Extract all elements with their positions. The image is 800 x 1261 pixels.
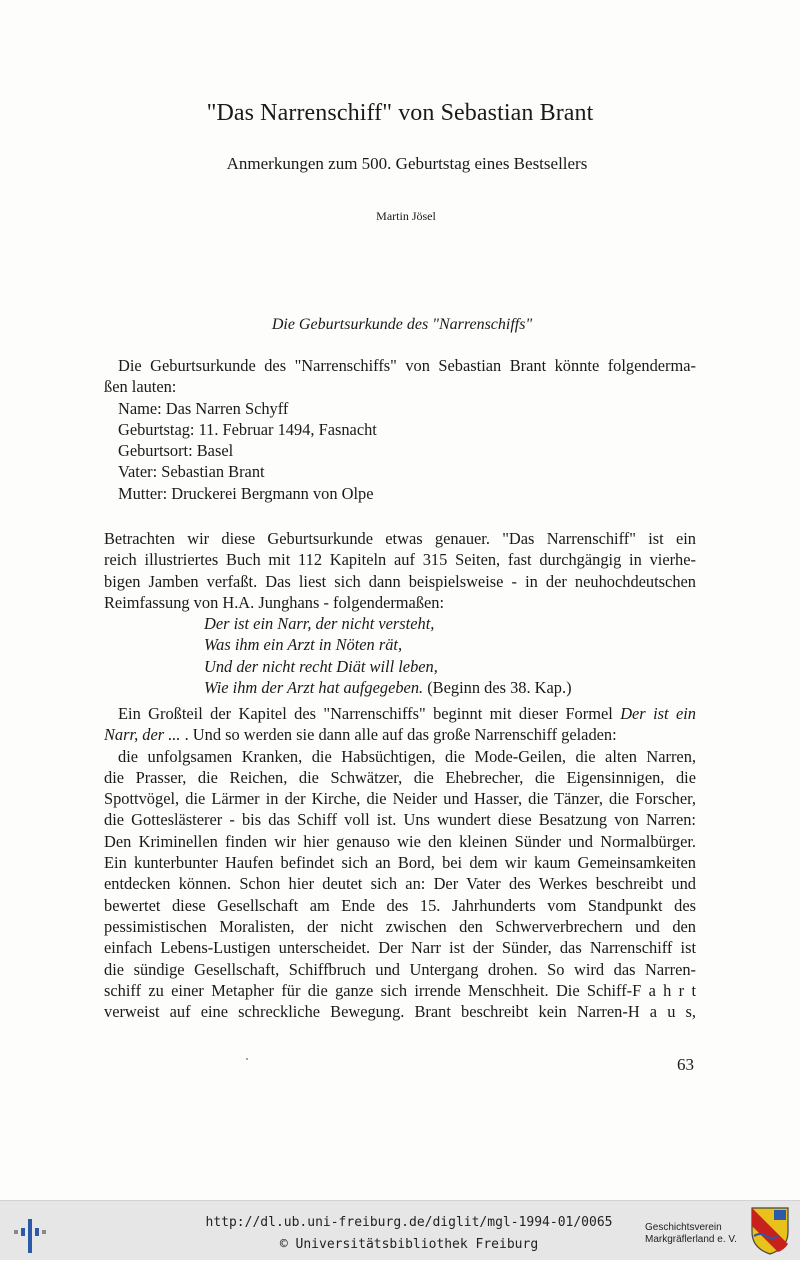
text-line: die Prasser, die Reichen, die Schwätzer, die Ehebrecher, die Eigensinnigen, die [104,767,696,787]
text-line: schiff zu einer Metapher für die ganze sich irrende Menschheit. Die Schiff-F a h r t [104,980,696,1000]
text-line: Ein kunterbunter Haufen befindet sich an Bord, bei dem wir kaum Gemeinsamkeiten [104,853,696,873]
record-line: Mutter: Druckerei Bergmann von Olpe [118,483,374,503]
record-line: Geburtstag: 11. Februar 1494, Fasnacht [118,419,377,439]
text-line: bigen Jamben verfaßt. Das liest sich dann beispielsweise - in der neuhochdeutschen [104,571,696,591]
society-line: Geschichtsverein [645,1222,722,1233]
verse-reference: (Beginn des 38. Kap.) [423,678,572,698]
text-line: pessimistischen Moralisten, der nicht zwischen den Schwerverbrechern und den [104,916,696,936]
verse-line: Was ihm ein Arzt in Nöten rät, [204,635,403,655]
copyright-notice: © Universitätsbibliothek Freiburg [279,1237,539,1252]
document-url-link[interactable]: http://dl.ub.uni-freiburg.de/diglit/mgl-1994-01/0065 [205,1215,613,1230]
page-subtitle: Anmerkungen zum 500. Geburtstag eines Bestsellers [226,154,588,173]
text-line: ßen lauten: [104,377,177,397]
verse-line: Und der nicht recht Diät will leben, [204,656,438,676]
record-line: Vater: Sebastian Brant [118,462,265,482]
society-line: Markgräflerland e. V. [645,1234,737,1245]
text-line: die Gotteslästerer - bis das Schiff voll ist. Uns wundert diese Besatzung von Narren: [104,810,696,830]
paragraph-2 [104,528,696,698]
author-name: Martin Jösel [376,209,436,223]
text-line [104,703,696,724]
text-segment: Ein Großteil der Kapitel des "Narrenschiffs" beginnt mit dieser Formel [118,704,621,723]
text-line: reich illustriertes Buch mit 112 Kapiteln auf 315 Seiten, fast durchgängig in vierhe- [104,550,696,570]
text-line [104,724,696,745]
text-segment: . Und so werden sie dann alle auf das große Narrenschiff geladen: [184,725,617,745]
text-line: verweist auf eine schreckliche Bewegung. Brant beschreibt kein Narren-H a u s, [104,1002,696,1022]
text-line: die unfolgsamen Kranken, die Habsüchtigen, die Mode-Geilen, die alten Narren, [118,746,696,766]
text-line: Spottvögel, die Lärmer in der Kirche, die Neider und Hasser, die Tänzer, die Forscher, [104,789,696,809]
italic-segment: Der ist ein [620,704,696,723]
record-line: Geburtsort: Basel [118,441,234,461]
verse-line: Der ist ein Narr, der nicht versteht, [204,614,435,634]
text-line: Betrachten wir diese Geburtsurkunde etwas genauer. "Das Narrenschiff" ist ein [104,529,696,548]
section-heading: Die Geburtsurkunde des "Narrenschiffs" [271,316,533,333]
viewer-footer [0,1200,800,1260]
verse-text: Wie ihm der Arzt hat aufgegeben. [204,678,424,698]
italic-segment: Narr, der ... [104,725,185,745]
page-title: "Das Narrenschiff" von Sebastian Brant [206,100,594,126]
text-line: Reimfassung von H.A. Junghans - folgendermaßen: [104,592,445,612]
paragraph-3 [104,703,696,1022]
coat-of-arms-icon [750,1206,790,1256]
text-line: Den Kriminellen finden wir hier genauso wie den kleinen Sünder und Normalbürger. [104,831,696,851]
record-line: Name: Das Narren Schyff [118,398,289,418]
text-line: Die Geburtsurkunde des "Narrenschiffs" von Sebastian Brant könnte folgenderma- [118,356,696,375]
text-line: einfach Lebens-Lustigen unterscheidet. Der Narr ist der Sünder, das Narrenschiff ist [104,938,696,958]
text-line: bewertet diese Gesellschaft am Ende des 15. Jahrhunderts vom Standpunkt des [104,895,696,915]
society-name [645,1222,737,1246]
page-number: 63 [677,1055,694,1074]
paragraph-1 [104,355,696,504]
verse-line-with-reference [104,677,696,698]
scan-speck [246,1058,248,1060]
text-line: die sündige Gesellschaft, Schiffbruch und Untergang drohen. So wird das Narren- [104,959,696,979]
text-line: entdecken können. Schon hier deutet sich an: Der Vater des Werkes beschreibt und [104,874,696,894]
